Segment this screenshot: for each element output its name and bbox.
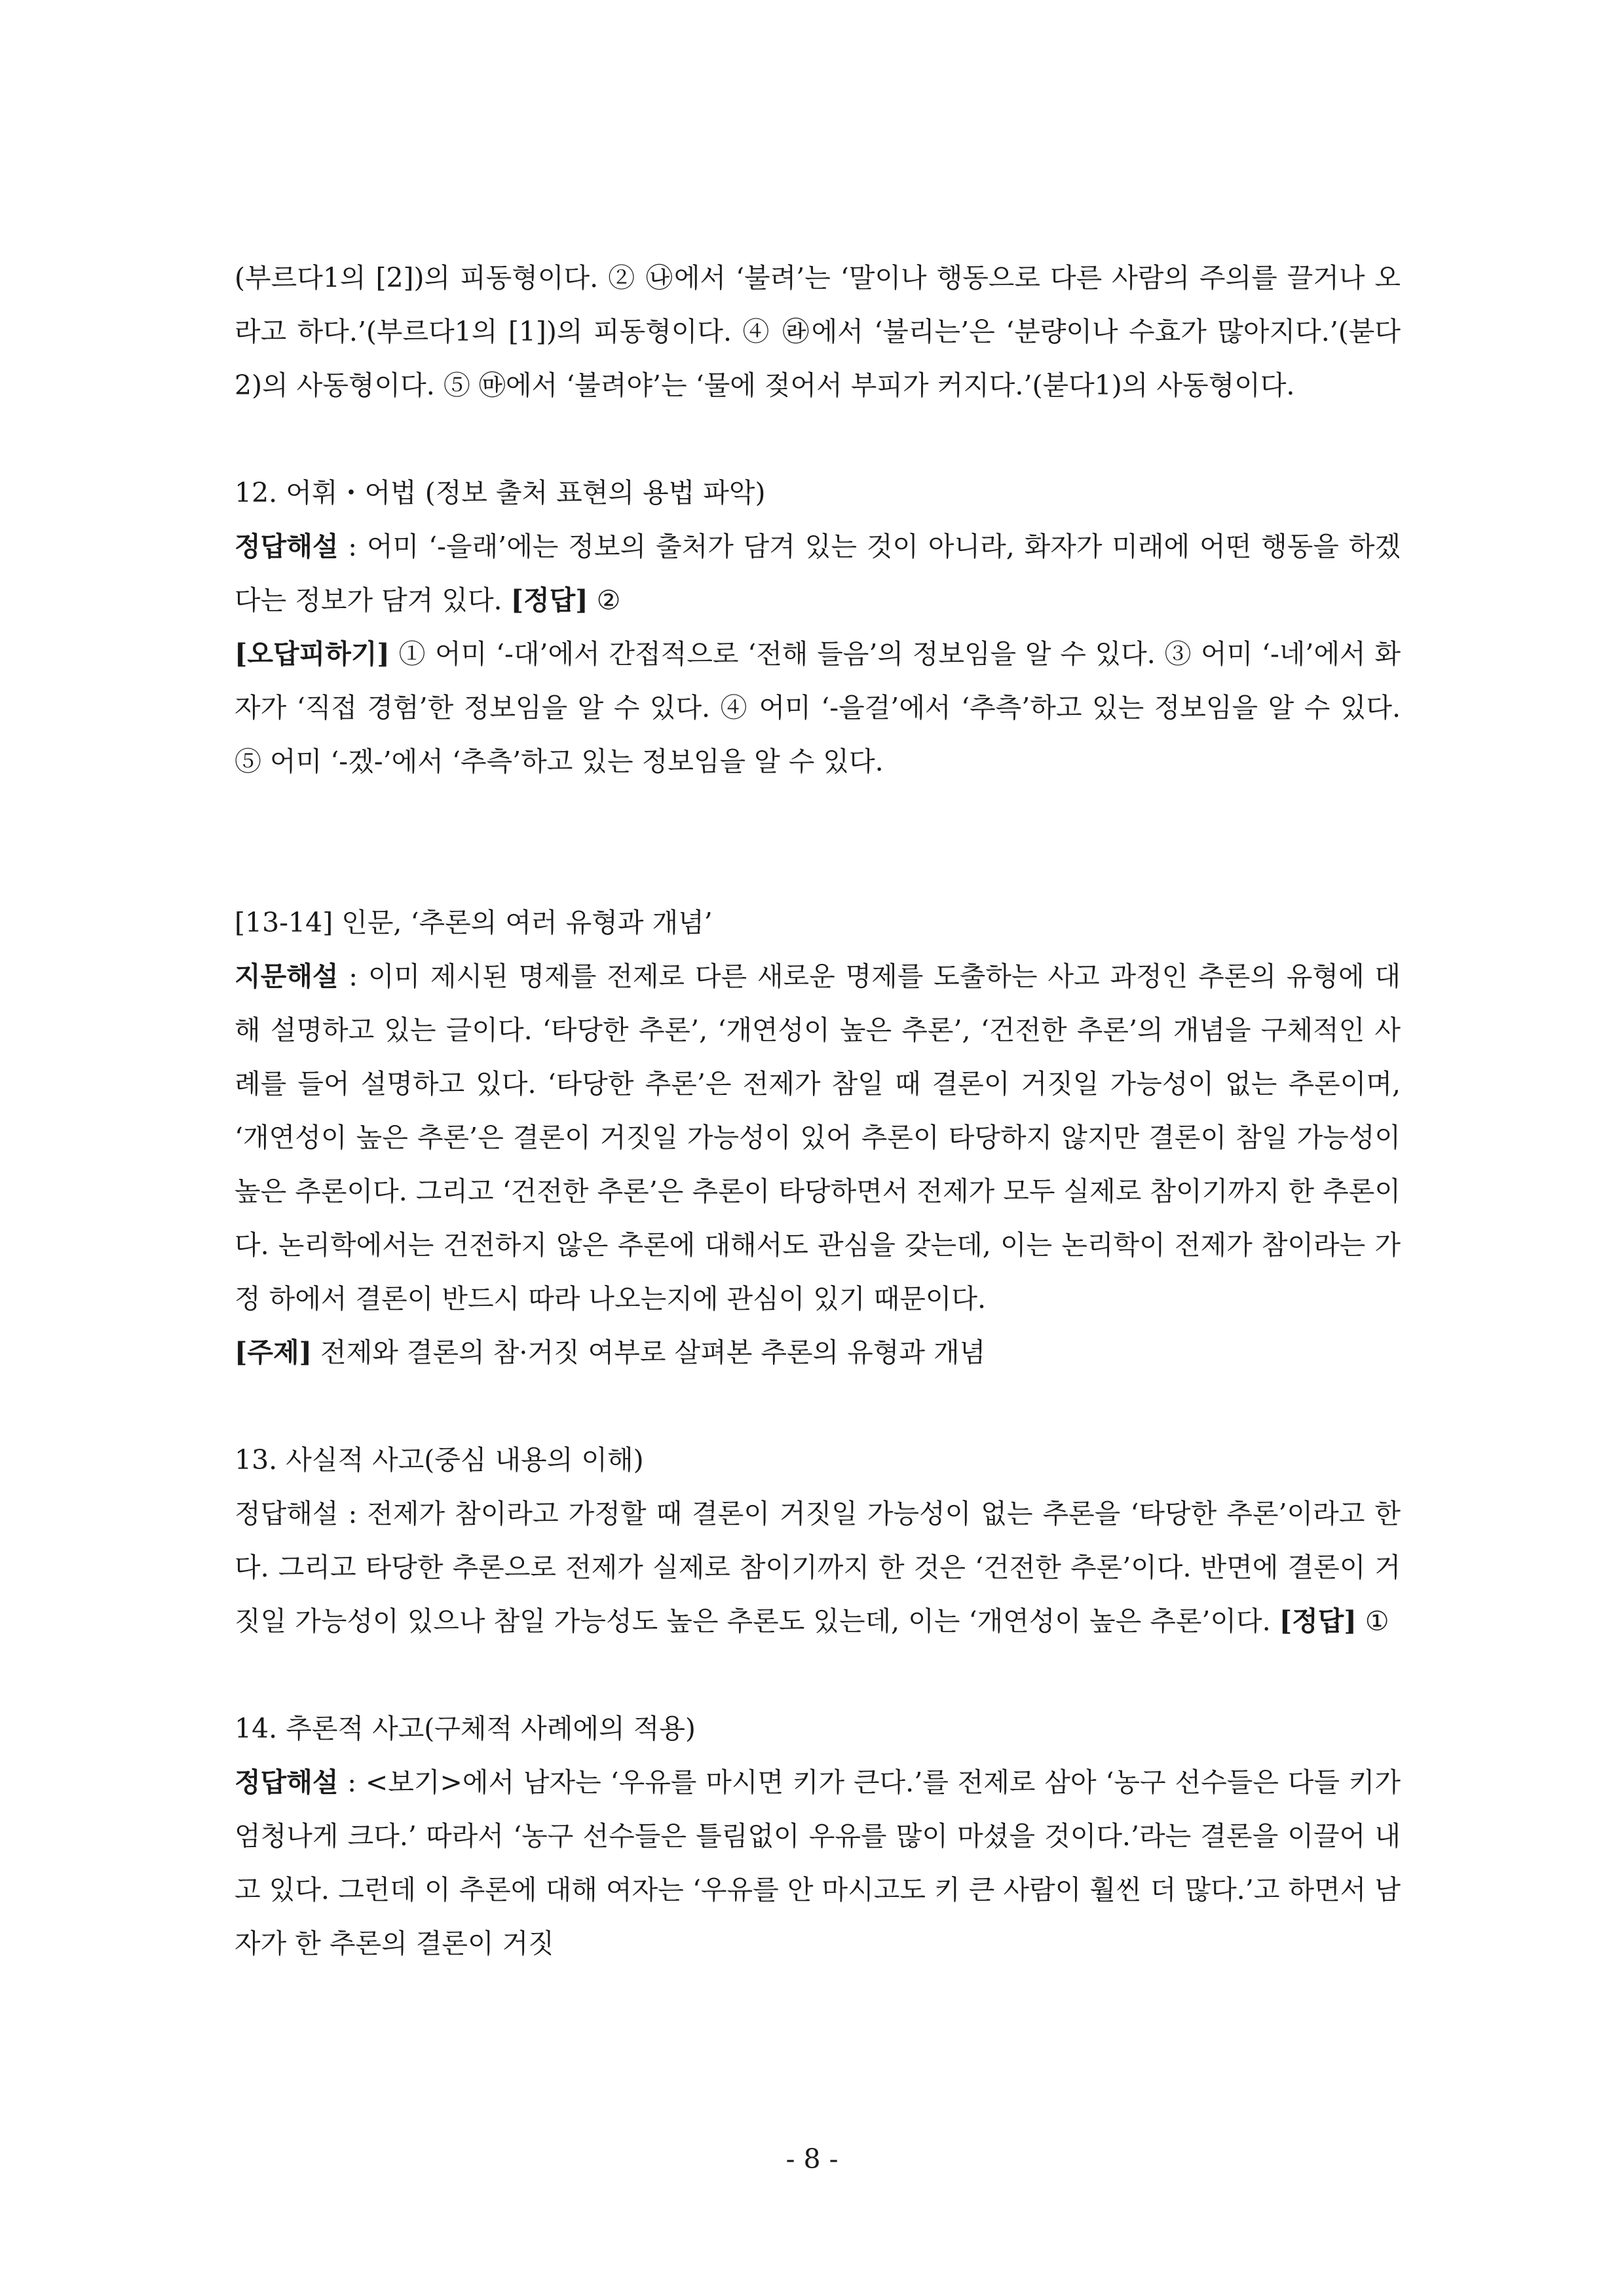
spacer: [235, 1648, 1401, 1702]
spacer: [235, 1379, 1401, 1433]
spacer: [235, 412, 1401, 466]
q12-wrong-text: ① 어미 ‘-대’에서 간접적으로 ‘전해 들음’의 정보임을 알 수 있다. ③ 어미 ‘-네’에서 화자가 ‘직접 경험’한 정보임을 알 수 있다. ④ 어미 ‘-을걸’에서 ‘추측’하고 있는 정보임을 알 수 있다. ⑤ 어미 ‘-겠-’에서 ‘추측’하고 있는 정보임을 알 수 있다.: [235, 638, 1401, 777]
q13-answer-value: ①: [1356, 1605, 1389, 1637]
passage-theme-text: 전제와 결론의 참·거짓 여부로 살펴본 추론의 유형과 개념: [312, 1337, 986, 1368]
q12-explain-text: : 어미 ‘-을래’에는 정보의 출처가 담겨 있는 것이 아니라, 화자가 미래에 어떤 행동을 하겠다는 정보가 담겨 있다.: [235, 531, 1401, 616]
passage-theme: [235, 1326, 1401, 1379]
q12-explanation: [235, 520, 1401, 627]
q12-heading: 12. 어휘・어법 (정보 출처 표현의 용법 파악): [235, 477, 766, 508]
q13-explain-text: 정답해설 : 전제가 참이라고 가정할 때 결론이 거짓일 가능성이 없는 추론을 ‘타당한 추론’이라고 한다. 그리고 타당한 추론으로 전제가 실제로 참이기까지 한 것은 ‘건전한 추론’이다. 반면에 결론이 거짓일 가능성이 있으나 참일 가능성도 높은 추론도 있는데, 이는 ‘개연성이 높은 추론’이다.: [235, 1498, 1401, 1637]
question-13: [235, 1433, 1401, 1648]
question-12: [235, 466, 1401, 788]
prev-answer-continuation: (부르다1의 [2])의 피동형이다. ② ㉯에서 ‘불려’는 ‘말이나 행동으로 다른 사람의 주의를 끌거나 오라고 하다.’(부르다1의 [1])의 피동형이다. ④ ㉱에서 ‘불리는’은 ‘분량이나 수효가 많아지다.’(붇다2)의 사동형이다. ⑤ ㉲에서 ‘불려야’는 ‘물에 젖어서 부피가 커지다.’(붇다1)의 사동형이다.: [235, 262, 1401, 401]
passage-theme-label: [주제]: [235, 1337, 312, 1368]
q13-heading: 13. 사실적 사고(중심 내용의 이해): [235, 1444, 644, 1476]
document-body: [235, 251, 1401, 1970]
q13-answer-label: [정답]: [1279, 1605, 1357, 1637]
passage-13-14: [235, 896, 1401, 1379]
q12-wrong-label: [오답피하기]: [235, 638, 390, 670]
q12-explain-label: 정답해설: [235, 531, 339, 562]
passage-explain-label: 지문해설: [235, 961, 339, 992]
spacer: [235, 788, 1401, 896]
q14-explanation: [235, 1755, 1401, 1970]
q14-explain-label: 정답해설: [235, 1767, 339, 1798]
passage-explain-text: : 이미 제시된 명제를 전제로 다른 새로운 명제를 도출하는 사고 과정인 추론의 유형에 대해 설명하고 있는 글이다. ‘타당한 추론’, ‘개연성이 높은 추론’, ‘건전한 추론’의 개념을 구체적인 사례를 들어 설명하고 있다. ‘타당한 추론’은 전제가 참일 때 결론이 거짓일 가능성이 없는 추론이며, ‘개연성이 높은 추론’은 결론이 거짓일 가능성이 있어 추론이 타당하지 않지만 결론이 참일 가능성이 높은 추론이다. 그리고 ‘건전한 추론’은 추론이 타당하면서 전제가 모두 실제로 참이기까지 한 추론이다. 논리학에서는 건전하지 않은 추론에 대해서도 관심을 갖는데, 이는 논리학이 전제가 참이라는 가정 하에서 결론이 반드시 따라 나오는지에 관심이 있기 때문이다.: [235, 961, 1401, 1314]
q13-explanation: [235, 1487, 1401, 1648]
question-14: [235, 1702, 1401, 1970]
q12-wrong-answers: [235, 627, 1401, 788]
passage-heading: [13-14] 인문, ‘추론의 여러 유형과 개념’: [235, 907, 713, 938]
page-number: - 8 -: [785, 2143, 839, 2175]
q12-answer-value: ②: [588, 584, 621, 616]
q12-answer-label: [정답]: [510, 584, 588, 616]
passage-explanation: [235, 949, 1401, 1326]
q14-explain-text: : <보기>에서 남자는 ‘우유를 마시면 키가 큰다.’를 전제로 삼아 ‘농구 선수들은 다들 키가 엄청나게 크다.’ 따라서 ‘농구 선수들은 틀림없이 우유를 많이 마셨을 것이다.’라는 결론을 이끌어 내고 있다. 그런데 이 추론에 대해 여자는 ‘우유를 안 마시고도 키 큰 사람이 훨씬 더 많다.’고 하면서 남자가 한 추론의 결론이 거짓: [235, 1767, 1401, 1959]
q14-heading: 14. 추론적 사고(구체적 사례에의 적용): [235, 1713, 696, 1744]
